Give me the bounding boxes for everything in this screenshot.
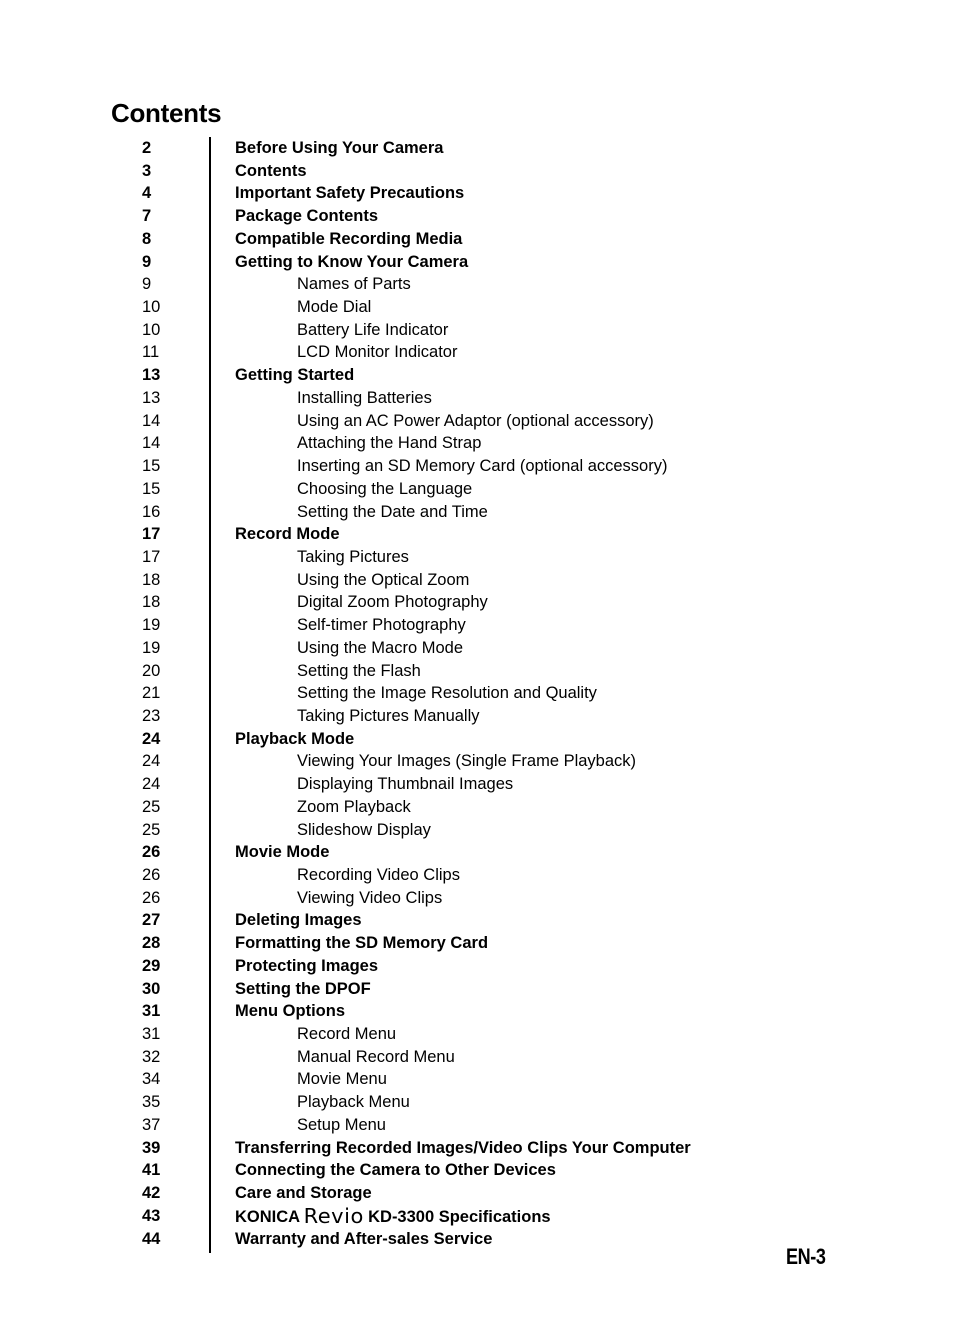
toc-section-entry (0, 1159, 954, 1182)
toc-page-number: 2 (142, 139, 152, 157)
toc-entry-title: Inserting an SD Memory Card (optional accessory) (297, 457, 668, 476)
toc-page-number: 3 (142, 161, 152, 180)
toc-subsection-entry (0, 750, 954, 773)
toc-subsection-entry (0, 478, 954, 501)
toc-page-number: 31 (142, 1025, 161, 1044)
toc-page-number: 43 (142, 1206, 161, 1225)
toc-page-number: 17 (142, 525, 161, 544)
model-specifications-label: KD-3300 Specifications (368, 1207, 551, 1226)
toc-page-number: 19 (142, 616, 161, 635)
toc-entry-title: Using the Optical Zoom (297, 570, 470, 589)
toc-page-number: 44 (142, 1229, 161, 1248)
toc-page-number: 34 (142, 1070, 161, 1089)
toc-page-number: 37 (142, 1115, 161, 1134)
toc-page-number: 35 (142, 1093, 161, 1112)
toc-entry-title: Before Using Your Camera (235, 139, 444, 157)
toc-section-entry (0, 841, 954, 864)
toc-page-number: 9 (142, 252, 152, 271)
toc-page-number: 25 (142, 820, 161, 839)
toc-entry-title: Choosing the Language (297, 479, 473, 498)
toc-entry-title: Care and Storage (235, 1184, 372, 1203)
toc-subsection-entry (0, 591, 954, 614)
toc-entry-title: Using the Macro Mode (297, 638, 463, 657)
toc-page-number: 18 (142, 593, 161, 612)
table-of-contents (0, 137, 954, 1250)
toc-page-number: 24 (142, 775, 161, 794)
toc-page-number: 26 (142, 843, 161, 862)
toc-page-number: 15 (142, 457, 161, 476)
toc-page-number: 32 (142, 1047, 161, 1066)
toc-section-entry (0, 251, 954, 274)
toc-subsection-entry (0, 637, 954, 660)
toc-entry-title: LCD Monitor Indicator (297, 343, 458, 362)
toc-section-entry (0, 205, 954, 228)
toc-entry-title: Deleting Images (235, 911, 362, 930)
toc-subsection-entry (0, 296, 954, 319)
toc-subsection-entry (0, 796, 954, 819)
toc-entry-title: Self-timer Photography (297, 616, 466, 635)
toc-entry-title: Setting the DPOF (235, 979, 371, 998)
toc-page-number: 19 (142, 638, 161, 657)
toc-subsection-entry (0, 819, 954, 842)
toc-page-number: 15 (142, 479, 161, 498)
toc-subsection-entry (0, 1023, 954, 1046)
toc-page-number: 24 (142, 752, 161, 771)
toc-section-entry (0, 1137, 954, 1160)
toc-page-number: 7 (142, 207, 152, 226)
toc-entry-title: Package Contents (235, 207, 379, 226)
toc-page-number: 17 (142, 547, 161, 566)
toc-page-number: 29 (142, 956, 161, 975)
toc-entry-title: Slideshow Display (297, 820, 431, 839)
toc-section-entry (0, 182, 954, 205)
toc-subsection-entry (0, 1091, 954, 1114)
toc-page-number: 26 (142, 888, 161, 907)
toc-subsection-entry (0, 546, 954, 569)
toc-entry-title: Record Menu (297, 1025, 397, 1044)
toc-section-entry (0, 160, 954, 183)
toc-entry-title: Battery Life Indicator (297, 320, 449, 339)
toc-subsection-entry (0, 682, 954, 705)
toc-page-number: 14 (142, 434, 161, 453)
toc-entry-title: Using an AC Power Adaptor (optional accessory) (297, 411, 654, 430)
toc-page-number: 28 (142, 934, 161, 953)
toc-page-number: 10 (142, 320, 161, 339)
toc-entry-title: Record Mode (235, 525, 340, 544)
toc-page-number: 31 (142, 1002, 161, 1021)
toc-page-number: 41 (142, 1161, 161, 1180)
toc-entry-title: Installing Batteries (297, 388, 432, 407)
toc-entry-title: Playback Menu (297, 1093, 410, 1112)
toc-section-entry (0, 955, 954, 978)
toc-section-entry (0, 1182, 954, 1205)
toc-page-number: 30 (142, 979, 161, 998)
toc-subsection-entry (0, 773, 954, 796)
toc-page-number: 23 (142, 706, 161, 725)
toc-section-entry (0, 1205, 954, 1228)
toc-page-number: 20 (142, 661, 161, 680)
toc-entry-title: Taking Pictures (297, 547, 409, 566)
toc-entry-title: Setup Menu (297, 1115, 386, 1134)
toc-section-entry (0, 932, 954, 955)
toc-page-number: 11 (142, 343, 160, 362)
toc-section-entry (0, 728, 954, 751)
toc-entry-title: Protecting Images (235, 956, 379, 975)
toc-subsection-entry (0, 614, 954, 637)
toc-entry-title: Important Safety Precautions (235, 184, 465, 203)
toc-page-number: 13 (142, 388, 161, 407)
toc-entry-title: Digital Zoom Photography (297, 593, 488, 612)
toc-subsection-entry (0, 864, 954, 887)
page-number: EN-3 (786, 1244, 826, 1269)
toc-page-number: 13 (142, 366, 161, 385)
toc-subsection-entry (0, 1114, 954, 1137)
toc-entry-title: Zoom Playback (297, 797, 411, 816)
toc-subsection-entry (0, 887, 954, 910)
toc-page-number: 26 (142, 866, 161, 884)
toc-entry-title: Taking Pictures Manually (297, 706, 480, 725)
toc-entry-title: Viewing Your Images (Single Frame Playback) (297, 752, 637, 771)
toc-entry-title: Setting the Date and Time (297, 502, 488, 521)
toc-page-number: 4 (142, 184, 152, 203)
toc-page-number: 10 (142, 298, 161, 317)
revio-logo: Revio (303, 1203, 364, 1228)
toc-subsection-entry (0, 1046, 954, 1069)
toc-section-entry (0, 523, 954, 546)
toc-subsection-entry (0, 569, 954, 592)
toc-subsection-entry (0, 319, 954, 342)
toc-page-number: 27 (142, 911, 161, 930)
toc-section-entry (0, 978, 954, 1001)
toc-entry-title: Compatible Recording Media (235, 229, 463, 248)
toc-entry-title: Recording Video Clips (297, 866, 460, 884)
toc-entry-title: Displaying Thumbnail Images (297, 775, 514, 794)
toc-section-entry (0, 364, 954, 387)
toc-entry-title: Getting Started (235, 366, 355, 385)
toc-entry-title: Getting to Know Your Camera (235, 252, 469, 271)
toc-entry-title: Playback Mode (235, 729, 355, 748)
toc-entry-title: Contents (235, 161, 307, 180)
toc-subsection-entry (0, 1068, 954, 1091)
toc-page-number: 8 (142, 229, 152, 248)
toc-entry-title: Movie Menu (297, 1070, 387, 1089)
toc-entry-title: Setting the Image Resolution and Quality (297, 684, 597, 703)
toc-entry-title: Viewing Video Clips (297, 888, 443, 907)
toc-page-number: 25 (142, 797, 161, 816)
toc-section-entry (0, 137, 954, 160)
toc-subsection-entry (0, 341, 954, 364)
toc-entry-title: Mode Dial (297, 298, 372, 317)
toc-section-entry (0, 909, 954, 932)
toc-entry-title: Formatting the SD Memory Card (235, 934, 489, 953)
toc-subsection-entry (0, 432, 954, 455)
toc-page-number: 16 (142, 502, 161, 521)
toc-subsection-entry (0, 273, 954, 296)
toc-subsection-entry (0, 660, 954, 683)
toc-page-number: 39 (142, 1138, 161, 1157)
toc-entry-title: Transferring Recorded Images/Video Clips Your Computer (235, 1138, 691, 1157)
toc-subsection-entry (0, 455, 954, 478)
toc-section-entry (0, 228, 954, 251)
toc-section-entry (0, 1000, 954, 1023)
toc-entry-title: Manual Record Menu (297, 1047, 455, 1066)
toc-page-number: 42 (142, 1184, 161, 1203)
toc-subsection-entry (0, 410, 954, 433)
toc-subsection-entry (0, 501, 954, 524)
toc-page-number: 18 (142, 570, 161, 589)
toc-page-number: 24 (142, 729, 161, 748)
toc-entry-title: Attaching the Hand Strap (297, 434, 482, 453)
toc-page-number: 9 (142, 275, 152, 294)
toc-page-number: 14 (142, 411, 161, 430)
toc-entry-title: Warranty and After-sales Service (235, 1229, 493, 1248)
page-title: Contents (111, 98, 222, 128)
toc-entry-title (235, 1205, 551, 1229)
toc-entry-title: Connecting the Camera to Other Devices (235, 1161, 556, 1180)
toc-entry-title: Setting the Flash (297, 661, 421, 680)
toc-page-number: 21 (142, 684, 161, 703)
toc-subsection-entry (0, 387, 954, 410)
toc-entry-title: Menu Options (235, 1002, 345, 1021)
toc-entry-title: Names of Parts (297, 275, 411, 294)
toc-entry-title: Movie Mode (235, 843, 330, 862)
toc-subsection-entry (0, 705, 954, 728)
brand-name: KONICA (235, 1207, 300, 1226)
